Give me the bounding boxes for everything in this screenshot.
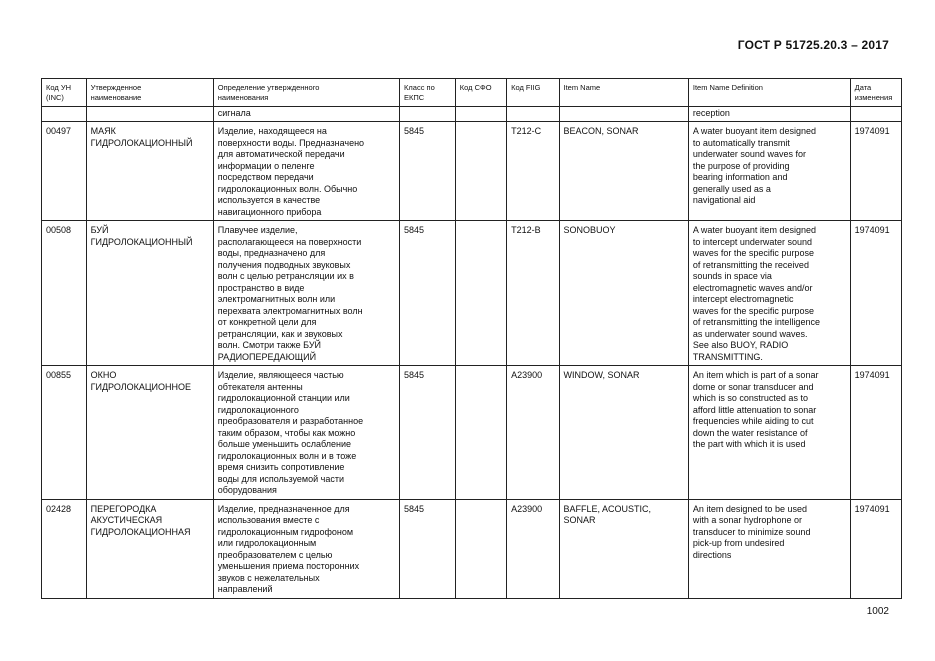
sfo-cell [455, 499, 506, 598]
date-cell: 1974091 [850, 499, 901, 598]
item-name-cell: SONOBUOY [559, 221, 688, 366]
approved-name-cell: МАЯК ГИДРОЛОКАЦИОННЫЙ [86, 122, 213, 221]
table-header-row [42, 79, 902, 107]
table-row [42, 499, 902, 598]
date-cell: 1974091 [850, 122, 901, 221]
approved-name-cell: ОКНО ГИДРОЛОКАЦИОННОЕ [86, 366, 213, 500]
nomenclature-table [41, 78, 902, 599]
fiig-cell: T212-B [507, 221, 559, 366]
column-header-date: Дата изменения [850, 79, 901, 107]
class-cell: 5845 [400, 221, 456, 366]
column-header-item-definition: Item Name Definition [688, 79, 850, 107]
table-cell [507, 107, 559, 122]
continuation-row [42, 107, 902, 122]
definition-cell: Изделие, находящееся на поверхности воды. Предназначено для автоматической передачи информации о пеленге посредством передачи гидролокационных волн. Обычно используется в качестве навигационного прибора [213, 122, 399, 221]
inc-cell: 02428 [42, 499, 87, 598]
inc-cell: 00508 [42, 221, 87, 366]
class-cell: 5845 [400, 366, 456, 500]
sfo-cell [455, 366, 506, 500]
fiig-cell: A23900 [507, 499, 559, 598]
item-name-cell: BAFFLE, ACOUSTIC, SONAR [559, 499, 688, 598]
item-definition-cell: A water buoyant item designed to intercept underwater sound waves for the specific purpose of retransmitting the received sounds in space via electromagnetic waves and/or intercept electromagnetic waves for the specific purpose of retransmitting the intelligence as underwater sound waves. See also BUOY, RADIO TRANSMITTING. [688, 221, 850, 366]
item-name-cell: WINDOW, SONAR [559, 366, 688, 500]
definition-cell: Изделие, являющееся частью обтекателя антенны гидролокационной станции или гидролокационного преобразователя и разработанное таким образом, чтобы как можно больше уменьшить ослабление гидролокационных волн и в тоже время снизить сопротивление воды для используемой части оборудования [213, 366, 399, 500]
document-code: ГОСТ Р 51725.20.3 – 2017 [737, 38, 889, 52]
column-header-inc: Код УН (INC) [42, 79, 87, 107]
item-name-cell: BEACON, SONAR [559, 122, 688, 221]
class-cell: 5845 [400, 122, 456, 221]
definition-cell: Плавучее изделие, располагающееся на поверхности воды, предназначено для получения подводных звуковых волн с целью ретрансляции их в пространство в виде электромагнитных волн или перехвата электромагнитных волн от конкретной цели для ретрансляции, как и звуковых волн. Смотри также БУЙ РАДИОПЕРЕДАЮЩИЙ [213, 221, 399, 366]
approved-name-cell: ПЕРЕГОРОДКА АКУСТИЧЕСКАЯ ГИДРОЛОКАЦИОННАЯ [86, 499, 213, 598]
item-definition-cell: An item which is part of a sonar dome or sonar transducer and which is so constructed as to afford little attenuation to sonar frequencies while aiding to cut down the water resistance of the part with which it is used [688, 366, 850, 500]
table-row [42, 122, 902, 221]
inc-cell: 00855 [42, 366, 87, 500]
column-header-fiig: Код FIIG [507, 79, 559, 107]
continuation-definition: сигнала [213, 107, 399, 122]
table-cell [455, 107, 506, 122]
item-definition-cell: A water buoyant item designed to automatically transmit underwater sound waves for the purpose of providing bearing information and generally used as a navigational aid [688, 122, 850, 221]
approved-name-cell: БУЙ ГИДРОЛОКАЦИОННЫЙ [86, 221, 213, 366]
table-row [42, 221, 902, 366]
continuation-item-definition: reception [688, 107, 850, 122]
definition-cell: Изделие, предназначенное для использования вместе с гидролокационным гидрофоном или гидролокационным преобразователем с целью уменьшения приема посторонних звуков с нежелательных направлений [213, 499, 399, 598]
column-header-class: Класс по ЕКПС [400, 79, 456, 107]
date-cell: 1974091 [850, 221, 901, 366]
column-header-approved-name: Утвержденное наименование [86, 79, 213, 107]
table-cell [850, 107, 901, 122]
date-cell: 1974091 [850, 366, 901, 500]
table-cell [42, 107, 87, 122]
fiig-cell: T212-C [507, 122, 559, 221]
column-header-item-name: Item Name [559, 79, 688, 107]
sfo-cell [455, 221, 506, 366]
inc-cell: 00497 [42, 122, 87, 221]
table-cell [559, 107, 688, 122]
item-definition-cell: An item designed to be used with a sonar hydrophone or transducer to minimize sound pick-up from undesired directions [688, 499, 850, 598]
page-number: 1002 [866, 606, 889, 617]
sfo-cell [455, 122, 506, 221]
table-row [42, 366, 902, 500]
fiig-cell: A23900 [507, 366, 559, 500]
class-cell: 5845 [400, 499, 456, 598]
table-cell [86, 107, 213, 122]
table-cell [400, 107, 456, 122]
column-header-definition: Определение утвержденного наименования [213, 79, 399, 107]
column-header-sfo: Код СФО [455, 79, 506, 107]
